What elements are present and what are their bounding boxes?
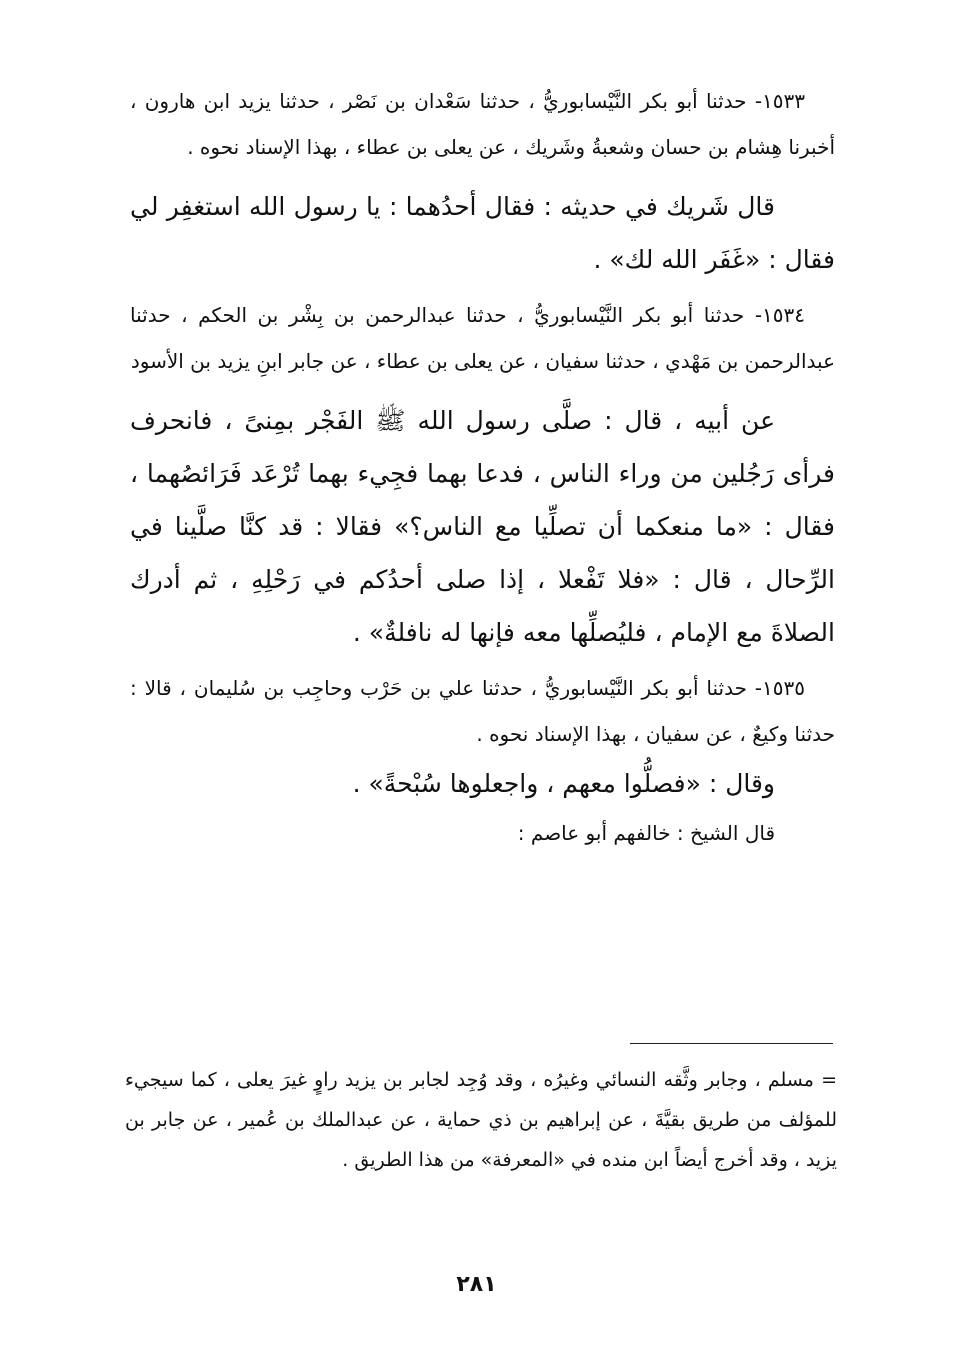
hadith-1535-text: وقال : «فصلُّوا معهم ، واجعلوها سُبْحةً» . [352,769,775,798]
hadith-1534-chain: ١٥٣٤- حدثنا أبو بكر النَّيْسابوريُّ ، حدثنا عبدالرحمن بن بِشْر بن الحكم ، حدثنا عبدالرحمن بن مَهْدي ، حدثنا سفيان ، عن يعلى بن عطاء ، عن جابر ابنِ يزيد بن الأسود [130,303,835,373]
hadith-1534-text: عن أبيه ، قال : صلَّى رسول الله ﷺ الفَجْر بمِنىً ، فانحرف فرأى رَجُلين من وراء الناس ، فدعا بهما فجِيء بهما تُرْعَد فَرَائصُهما ، فقال : «ما منعكما أن تصلِّيا مع الناس؟» فقالا : قد كنَّا صلَّينا في الرِّحال ، قال : «فلا تَفْعلا ، إذا صلى أحدُكم في رَحْلِهِ ، ثم أدرك الصلاةَ مع الإمام ، فليُصلِّها معه فإنها له نافلةٌ» . [130,406,835,647]
hadith-1533-text: قال شَريك في حديثه : فقال أحدُهما : يا رسول الله استغفِر لي فقال : «غَفَر الله لك» . [130,192,835,274]
footnote: = مسلم ، وجابر وثَّقه النسائي وغيرُه ، وقد وُجِد لجابر بن يزيد راوٍ غيرَ يعلى ، كما سيجيء للمؤلف من طريق بقيَّةَ ، عن إبراهيم بن ذي حماية ، عن عبدالملك بن عُمير ، عن جابر بن يزيد ، وقد أخرج أيضاً ابن منده في «المعرفة» من هذا الطريق . [125,1069,837,1171]
page-number: ٢٨١ [456,1272,497,1297]
main-text [130,78,835,856]
hadith-1535-chain: ١٥٣٥- حدثنا أبو بكر النَّيْسابوريُّ ، حدثنا علي بن حَرْب وحاجِب بن سُليمان ، قالا : حدثنا وكيعٌ ، عن سفيان ، بهذا الإسناد نحوه . [130,676,835,746]
footnote-divider [630,1043,833,1044]
hadith-1533-chain: ١٥٣٣- حدثنا أبو بكر النَّيْسابوريُّ ، حدثنا سَعْدان بن نَصْر ، حدثنا يزيد ابن هارون ، أخبرنا هِشام بن حسان وشعبةُ وشَريك ، عن يعلى بن عطاء ، بهذا الإسناد نحوه . [130,89,835,159]
sheikh-note: قال الشيخ : خالفهم أبو عاصم : [517,821,775,845]
